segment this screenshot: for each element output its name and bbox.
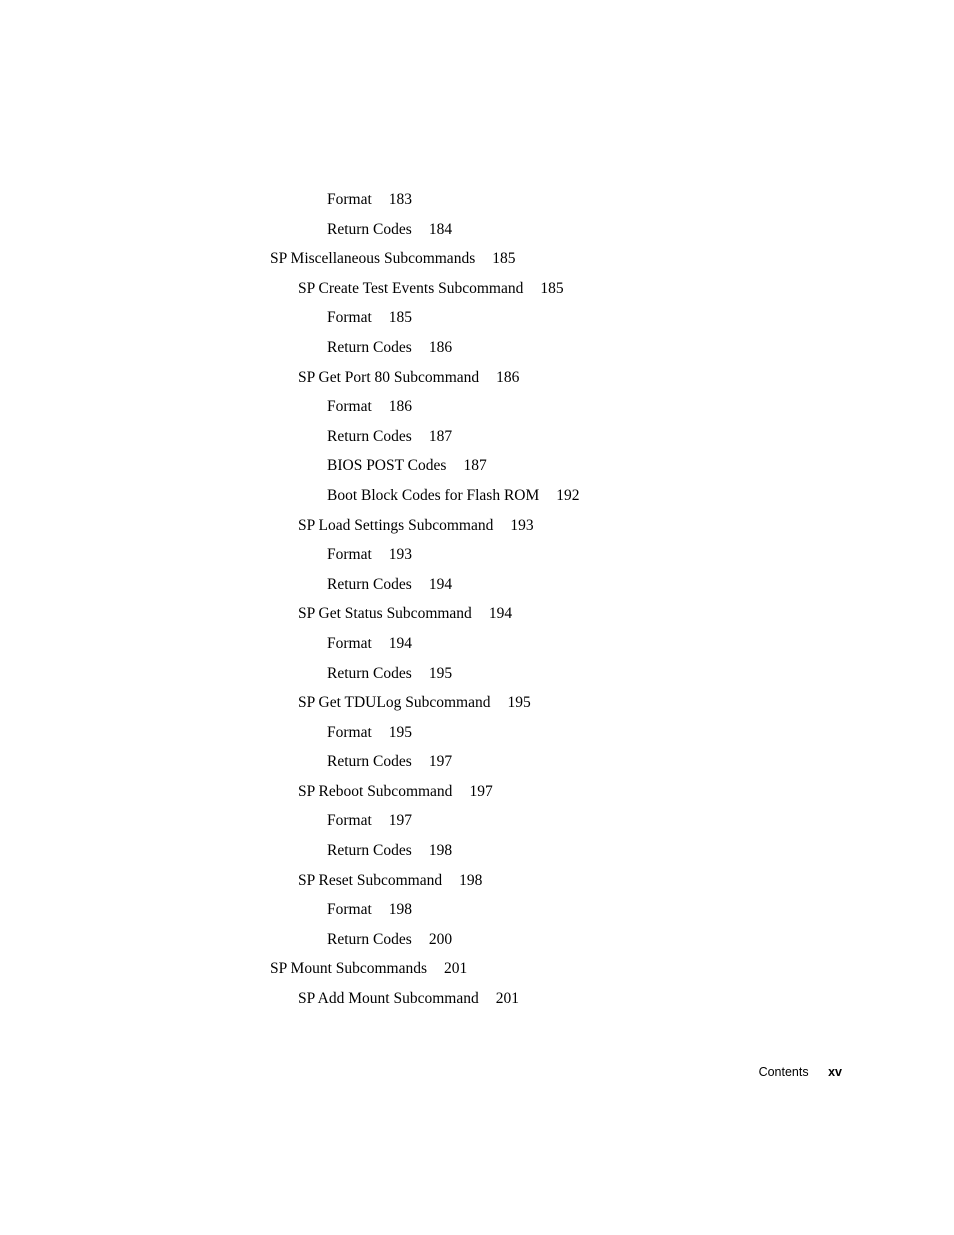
toc-entry-title: Return Codes [327,575,412,593]
toc-entry[interactable] [0,189,954,219]
toc-entry-page-number: 185 [388,309,413,327]
toc-entry-title: SP Get TDULog Subcommand [298,694,491,712]
toc-entry-title: Format [327,398,372,416]
toc-entry-page-number: 194 [388,634,413,652]
toc-entry-page-number: 186 [388,398,413,416]
toc-entry-page-number: 197 [388,812,413,830]
toc-entry-page-number: 186 [496,368,520,386]
toc-entry-page-number: 197 [469,782,493,800]
toc-entry[interactable] [0,988,954,1018]
toc-entry-page-number: 193 [510,516,534,534]
toc-entry[interactable] [0,722,954,752]
toc-entry-title: SP Create Test Events Subcommand [298,279,524,297]
toc-entry-title: BIOS POST Codes [327,457,447,475]
toc-entry-page-number: 200 [428,930,453,948]
toc-entry[interactable] [0,337,954,367]
toc-entry-title: SP Load Settings Subcommand [298,516,494,534]
toc-entry[interactable] [0,840,954,870]
toc-entry-title: Format [327,191,372,208]
toc-entry[interactable] [0,781,954,811]
toc-entry-title: Return Codes [327,427,412,445]
toc-entry-title: SP Mount Subcommands [270,960,428,978]
page-footer [759,1063,842,1081]
toc-entry-title: Format [327,723,372,741]
toc-entry-page-number: 201 [444,960,468,978]
toc-entry[interactable] [0,248,954,278]
toc-entry-page-number: 186 [428,338,453,356]
toc-entry-title: Return Codes [327,338,412,356]
toc-entry-page-number: 184 [428,220,453,238]
toc-entry-title: SP Add Mount Subcommand [298,990,479,1008]
toc-entry[interactable] [0,663,954,693]
toc-entry-title: SP Get Status Subcommand [298,605,472,623]
toc-entry-page-number: 194 [428,575,453,593]
toc-entry-page-number: 198 [459,871,483,889]
toc-entry[interactable] [0,307,954,337]
toc-entry[interactable] [0,870,954,900]
toc-entry-page-number: 195 [388,723,413,741]
toc-entry-page-number: 187 [428,427,453,445]
toc-entry-page-number: 195 [507,694,531,712]
toc-entry[interactable] [0,278,954,308]
toc-entry[interactable] [0,396,954,426]
toc-entry-title: Format [327,634,372,652]
toc-entry-page-number: 183 [388,191,413,208]
toc-entry-title: Return Codes [327,842,412,860]
toc-entry-title: Format [327,309,372,327]
toc-entry-title: Format [327,812,372,830]
toc-entry[interactable] [0,603,954,633]
toc-entry-title: Return Codes [327,930,412,948]
toc-entry-title: Boot Block Codes for Flash ROM [327,486,540,504]
toc-entry[interactable] [0,544,954,574]
toc-entry[interactable] [0,219,954,249]
toc-entry-page-number: 187 [463,457,487,475]
toc-entry[interactable] [0,367,954,397]
toc-entry[interactable] [0,751,954,781]
toc-entry[interactable] [0,515,954,545]
toc-entry[interactable] [0,810,954,840]
toc-entry-page-number: 194 [488,605,513,623]
toc-entry[interactable] [0,929,954,959]
toc-entry-title: Return Codes [327,220,412,238]
toc-entry-title: Return Codes [327,664,412,682]
toc-entry[interactable] [0,574,954,604]
toc-entry[interactable] [0,633,954,663]
footer-page-number: xv [828,1065,842,1079]
toc-entry-title: Format [327,901,372,919]
toc-entry-page-number: 193 [388,546,413,564]
toc-entry-page-number: 198 [428,842,453,860]
toc-entry-title: SP Get Port 80 Subcommand [298,368,480,386]
toc-entry-page-number: 185 [540,279,564,297]
toc-entry-title: SP Reset Subcommand [298,871,443,889]
toc-entry-title: SP Reboot Subcommand [298,782,453,800]
footer-section-label: Contents [758,1065,809,1079]
toc-entry-title: Return Codes [327,753,412,771]
toc-entry-title: SP Miscellaneous Subcommands [270,250,476,268]
toc-entry[interactable] [0,899,954,929]
toc-entry-page-number: 192 [556,486,580,504]
toc-entry-page-number: 197 [428,753,453,771]
toc-entry[interactable] [0,426,954,456]
toc-entry-page-number: 198 [388,901,413,919]
toc-entry-page-number: 201 [495,990,519,1008]
toc-entry-title: Format [327,546,372,564]
toc-entry[interactable] [0,485,954,515]
toc-entry[interactable] [0,958,954,988]
toc-entry-page-number: 185 [492,250,516,268]
toc-entry-page-number: 195 [428,664,453,682]
toc-entry[interactable] [0,455,954,485]
toc-entry[interactable] [0,692,954,722]
table-of-contents [0,189,954,1018]
